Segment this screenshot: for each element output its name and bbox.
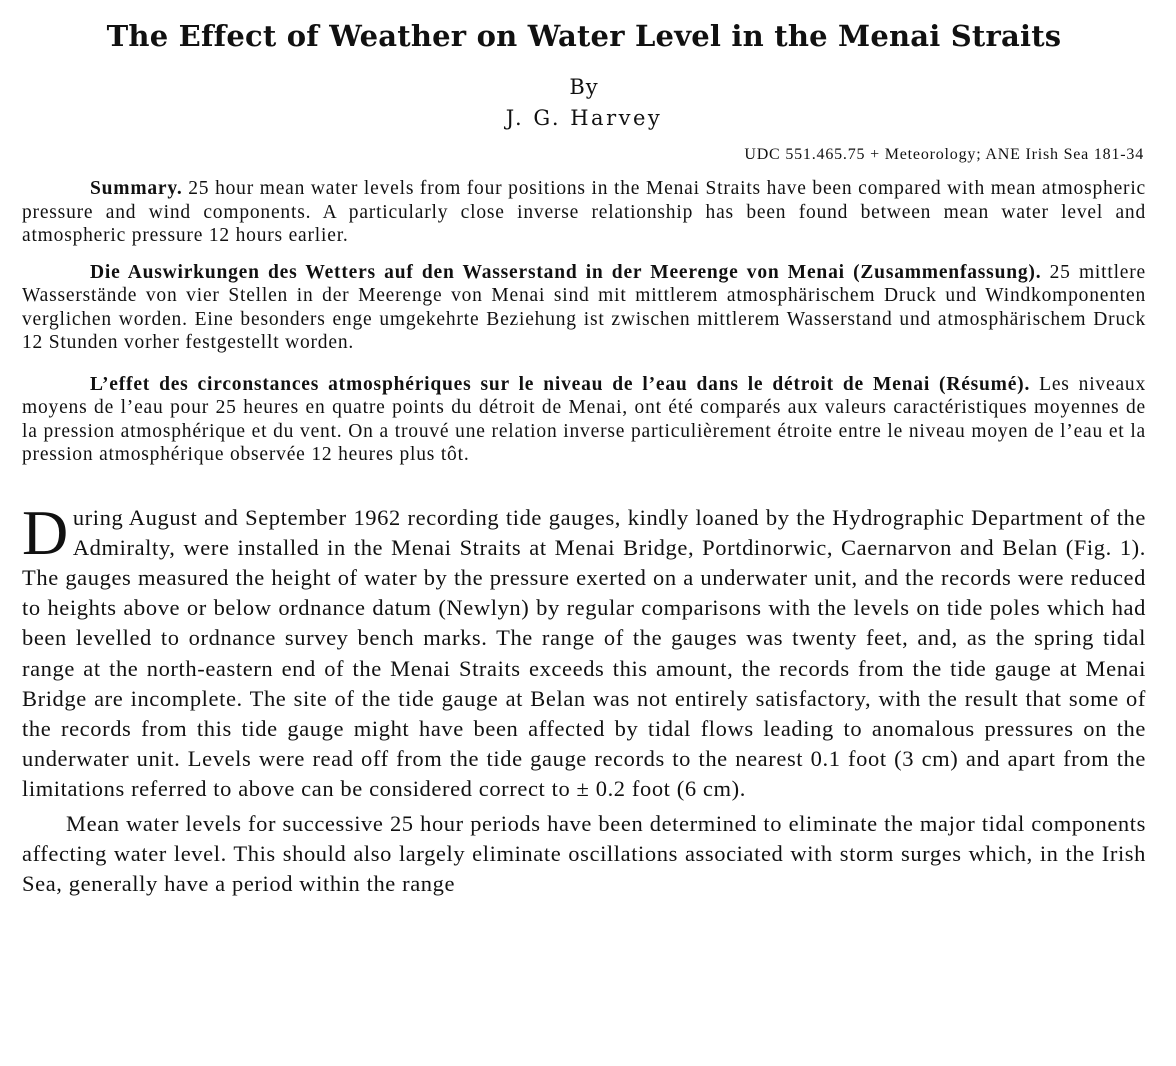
abstract-english-text: 25 hour mean water levels from four positions in the Menai Straits have been compared with mean atmospheric pressure and wind components. A particularly close inverse relationship has been found between mean water level and atmospheric pressure 12 hours earlier. [22,178,1146,246]
author-name: J. G. Harvey [505,106,663,130]
abstract-french [22,373,1146,467]
body-paragraph-1 [22,496,1146,805]
abstract-german [22,261,1146,355]
drop-cap: D [22,496,69,568]
abstract-english-lead: Summary. [90,178,183,199]
body-paragraph-2: Mean water levels for successive 25 hour periods have been determined to eliminate the major tidal components affecting water level. This should also largely eliminate oscillations associated with storm surges which, in the Irish Sea, generally have a period within the range [22,810,1146,896]
abstract-english [22,177,1146,248]
paper-page [22,14,1146,899]
paper-title: The Effect of Weather on Water Level in the Menai Straits [106,19,1062,53]
abstract-french-text: Les niveaux moyens de l’eau pour 25 heures en quatre points du détroit de Menai, ont été comparés aux valeurs caractéristiques moyennes de la pression atmosphérique et du vent. On a trouvé une relation inverse particulièrement étroite entre le niveau moyen de l’eau et la pression atmosphérique observée 12 heures plus tôt. [22,373,1146,465]
byline: By [569,75,599,99]
abstract-german-lead: Die Auswirkungen des Wetters auf den Wasserstand in der Meerenge von Menai (Zusammenfassung). [90,261,1042,283]
abstract-french-lead: L’effet des circonstances atmosphériques sur le niveau de l’eau dans le détroit de Menai (Résumé). [90,373,1031,395]
abstract-german-text: 25 mittlere Wasserstände von vier Stellen in der Meerenge von Menai sind mit mittlerem atmosphärischem Druck und Windkomponenten verglichen worden. Eine besonders enge umgekehrte Beziehung ist zwischen mittlerem Wasserstand und atmosphärischem Druck 12 Stunden vorher festgestellt worden. [22,261,1146,353]
udc-classification: UDC 551.465.75 + Meteorology; ANE Irish Sea 181-34 [744,146,1144,163]
body-paragraph-1-text: uring August and September 1962 recording tide gauges, kindly loaned by the Hydrographic Department of the Admiralty, were installed in the Menai Straits at Menai Bridge, Portdinorwic, Caernarvon and Belan (Fig. 1). The gauges measured the height of water by the pressure exerted on a underwater unit, and the records were reduced to heights above or below ordnance datum (Newlyn) by regular comparisons with the levels on tide poles which had been levelled to ordnance survey bench marks. The range of the gauges was twenty feet, and, as the spring tidal range at the north-eastern end of the Menai Straits exceeds this amount, the records from the tide gauge at Menai Bridge are incomplete. The site of the tide gauge at Belan was not entirely satisfactory, with the result that some of the records from this tide gauge might have been affected by tidal flows leading to anomalous pressures on the underwater unit. Levels were read off from the tide gauge records to the nearest 0.1 foot (3 cm) and apart from the limitations referred to above can be considered correct to ± 0.2 foot (6 cm). [22,504,1146,802]
